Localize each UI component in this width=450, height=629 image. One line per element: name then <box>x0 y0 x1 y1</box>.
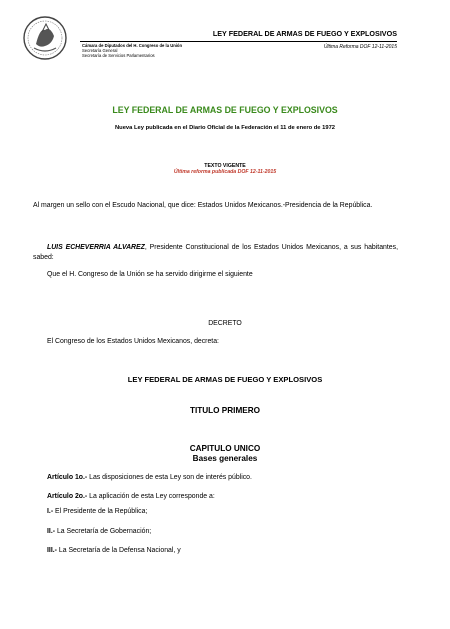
fraction-iii <box>33 547 398 554</box>
paragraph-decreta: El Congreso de los Estados Unidos Mexicanos, decreta: <box>47 338 219 345</box>
decreto-heading: DECRETO <box>208 320 242 327</box>
paragraph-seal: Al margen un sello con el Escudo Nacional, que dice: Estados Unidos Mexicanos.-Presidencia de la República. <box>33 202 373 209</box>
header-law-title: LEY FEDERAL DE ARMAS DE FUEGO Y EXPLOSIVOS <box>212 29 397 38</box>
fraction-iii-label: III.- <box>47 547 57 554</box>
article-2-text: La aplicación de esta Ley corresponde a: <box>87 493 215 500</box>
article-1-text: Las disposiciones de esta Ley son de interés público. <box>87 474 252 481</box>
capitulo-unico: CAPITULO UNICO <box>189 444 261 453</box>
header-office-services: Secretaría de Servicios Parlamentarios <box>82 53 155 59</box>
header-institution: Cámara de Diputados del H. Congreso de la Unión <box>82 43 183 48</box>
fraction-ii <box>33 528 398 535</box>
bases-generales: Bases generales <box>192 453 258 463</box>
article-1 <box>33 474 398 481</box>
header-rule <box>80 41 397 42</box>
fraction-i-label: I.- <box>47 508 54 515</box>
national-seal-logo <box>22 14 68 62</box>
law-heading: LEY FEDERAL DE ARMAS DE FUEGO Y EXPLOSIVOS <box>127 375 323 384</box>
titulo-primero-heading: TITULO PRIMERO <box>189 406 261 415</box>
article-1-label: Artículo 1o.- <box>47 474 88 481</box>
president-name: LUIS ECHEVERRIA ALVAREZ <box>47 244 145 251</box>
fraction-ii-label: II.- <box>47 528 56 535</box>
header-last-reform: Última Reforma DOF 12-11-2015 <box>323 44 397 50</box>
fraction-i-text: El Presidente de la República; <box>53 508 148 515</box>
document-subtitle: Nueva Ley publicada en el Diario Oficial de la Federación el 11 de enero de 1972 <box>114 125 336 131</box>
ultima-reforma-label: Última reforma publicada DOF 12-11-2015 <box>173 169 277 175</box>
article-2-label: Artículo 2o.- <box>47 493 88 500</box>
texto-vigente-label: TEXTO VIGENTE <box>204 163 246 169</box>
document-title: LEY FEDERAL DE ARMAS DE FUEGO Y EXPLOSIVOS <box>112 105 338 115</box>
capitulo-heading <box>0 444 450 463</box>
paragraph-congress: Que el H. Congreso de la Unión se ha servido dirigirme el siguiente <box>47 271 253 278</box>
fraction-iii-text: La Secretaría de la Defensa Nacional, y <box>56 547 181 554</box>
fraction-i <box>33 508 398 515</box>
header-office-general: Secretaría General <box>82 48 118 54</box>
article-2 <box>33 493 398 500</box>
fraction-ii-text: La Secretaría de Gobernación; <box>55 528 152 535</box>
header-institution-block <box>82 43 182 59</box>
president-text: , Presidente Constitucional de los Estados Unidos Mexicanos, a sus habitantes, sabed: <box>33 244 398 261</box>
paragraph-president <box>33 243 398 263</box>
header-right <box>213 29 397 38</box>
